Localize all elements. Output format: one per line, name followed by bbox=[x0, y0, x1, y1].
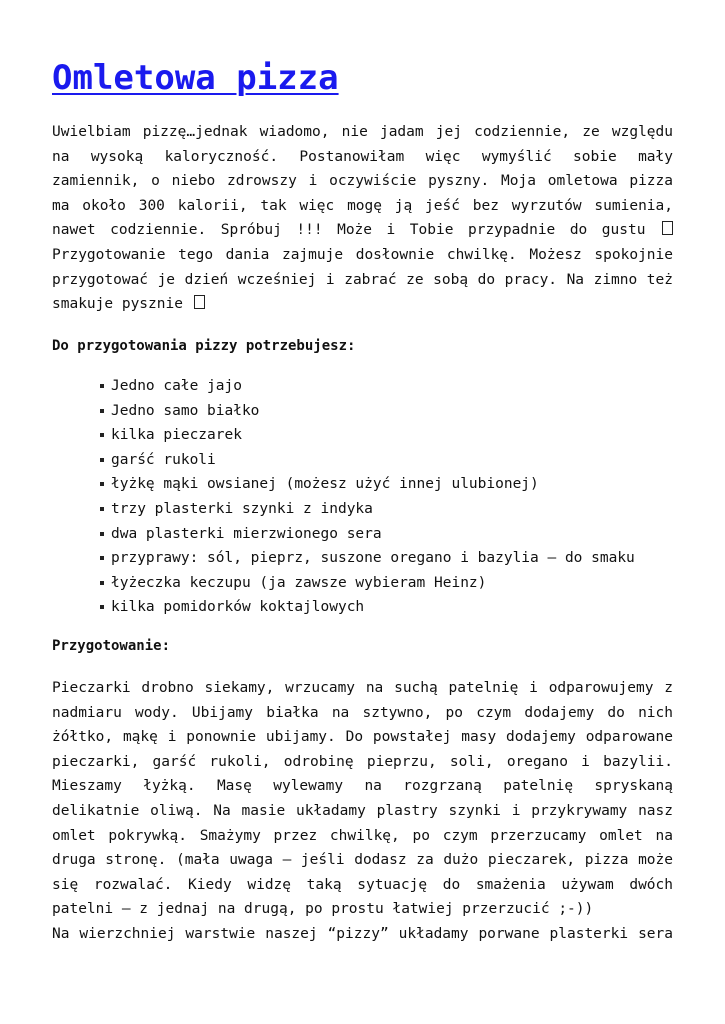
intro-paragraph bbox=[52, 120, 673, 317]
bullet-icon bbox=[100, 532, 104, 536]
bullet-icon bbox=[100, 556, 104, 560]
intro-line: na wysoką kaloryczność. Postanowiłam więc wymyślić sobie mały bbox=[52, 148, 673, 165]
missing-glyph-icon bbox=[194, 295, 205, 309]
preparation-line: patelni – z jednaj na drugą, po prostu łatwiej przerzucić ;-)) bbox=[52, 901, 594, 918]
bullet-icon bbox=[100, 507, 104, 511]
ingredient-text: kilka pomidorków koktajlowych bbox=[111, 599, 365, 616]
intro-line: Uwielbiam pizzę…jednak wiadomo, nie jadam jej codziennie, ze względu bbox=[52, 124, 673, 140]
ingredient-text: łyżkę mąki owsianej (możesz użyć innej ulubionej) bbox=[111, 476, 539, 493]
article-title-link[interactable]: Omletowa pizza bbox=[52, 58, 339, 98]
preparation-line: się rozwalać. Kiedy widzę taką sytuację do smażenia używam dwóch bbox=[52, 876, 673, 893]
intro-line: zamiennik, o niebo zdrowszy i oczywiście pyszny. Moja omletowa pizza bbox=[52, 173, 673, 190]
bullet-icon bbox=[100, 458, 104, 462]
list-item bbox=[100, 374, 635, 399]
bullet-icon bbox=[100, 581, 104, 585]
intro-line: ma około 300 kalorii, tak więc mogę ją jeść bez wyrzutów sumienia, bbox=[52, 197, 673, 214]
list-item bbox=[100, 595, 635, 620]
bullet-icon bbox=[100, 433, 104, 437]
ingredient-text: garść rukoli bbox=[111, 451, 216, 468]
list-item bbox=[100, 399, 635, 424]
preparation-line: omlet pokrywką. Smażymy przez chwilkę, po czym przerzucamy omlet na bbox=[52, 827, 673, 844]
list-item bbox=[100, 497, 635, 522]
intro-line bbox=[52, 292, 673, 317]
bullet-icon bbox=[100, 482, 104, 486]
bullet-icon bbox=[100, 605, 104, 609]
preparation-line: żółtko, mąkę i ponownie ubijamy. Do powstałej masy dodajemy odparowane bbox=[52, 729, 673, 746]
ingredient-text: Jedno samo białko bbox=[111, 402, 260, 419]
bullet-icon bbox=[100, 384, 104, 388]
intro-line: przygotować je dzień wcześniej i zabrać ze sobą do pracy. Na zimno też bbox=[52, 271, 673, 288]
preparation-line: druga stronę. (mała uwaga – jeśli dodasz za dużo pieczarek, pizza może bbox=[52, 852, 673, 869]
ingredients-heading: Do przygotowania pizzy potrzebujesz: bbox=[52, 338, 356, 354]
list-item bbox=[100, 472, 635, 497]
ingredient-text: dwa plasterki mierzwionego sera bbox=[111, 525, 382, 542]
list-item bbox=[100, 423, 635, 448]
ingredient-text: Jedno całe jajo bbox=[111, 378, 242, 394]
missing-glyph-icon bbox=[662, 221, 673, 235]
ingredient-text: przyprawy: sól, pieprz, suszone oregano i bazylia – do smaku bbox=[111, 550, 635, 567]
preparation-line: Na wierzchniej warstwie naszej “pizzy” układamy porwane plasterki sera bbox=[52, 925, 673, 942]
ingredients-list bbox=[100, 374, 635, 620]
article-title bbox=[52, 57, 339, 99]
ingredient-text: trzy plasterki szynki z indyka bbox=[111, 500, 373, 517]
preparation-paragraph bbox=[52, 676, 673, 947]
list-item bbox=[100, 522, 635, 547]
preparation-heading: Przygotowanie: bbox=[52, 638, 171, 654]
intro-line-text: nawet codziennie. Spróbuj !!! Może i Tobie przypadnie do gustu bbox=[52, 222, 646, 239]
bullet-icon bbox=[100, 409, 104, 413]
ingredient-text: łyżeczka keczupu (ja zawsze wybieram Heinz) bbox=[111, 574, 487, 591]
list-item bbox=[100, 546, 635, 571]
preparation-line: delikatnie oliwą. Na masie układamy plastry szynki i przykrywamy nasz bbox=[52, 802, 673, 819]
ingredient-text: kilka pieczarek bbox=[111, 427, 242, 444]
list-item bbox=[100, 571, 635, 596]
intro-line-text: smakuje pysznie bbox=[52, 296, 183, 313]
preparation-line: nadmiaru wody. Ubijamy białka na sztywno, po czym dodajemy do nich bbox=[52, 704, 673, 721]
intro-line: Przygotowanie tego dania zajmuje dosłownie chwilkę. Możesz spokojnie bbox=[52, 246, 673, 263]
list-item bbox=[100, 448, 635, 473]
preparation-line: Mieszamy łyżką. Masę wylewamy na rozgrzaną patelnię spryskaną bbox=[52, 778, 673, 795]
intro-line bbox=[52, 218, 673, 243]
preparation-line: pieczarki, garść rukoli, odrobinę pieprzu, soli, oregano i bazylii. bbox=[52, 753, 673, 770]
preparation-line: Pieczarki drobno siekamy, wrzucamy na suchą patelnię i odparowujemy z bbox=[52, 680, 673, 696]
